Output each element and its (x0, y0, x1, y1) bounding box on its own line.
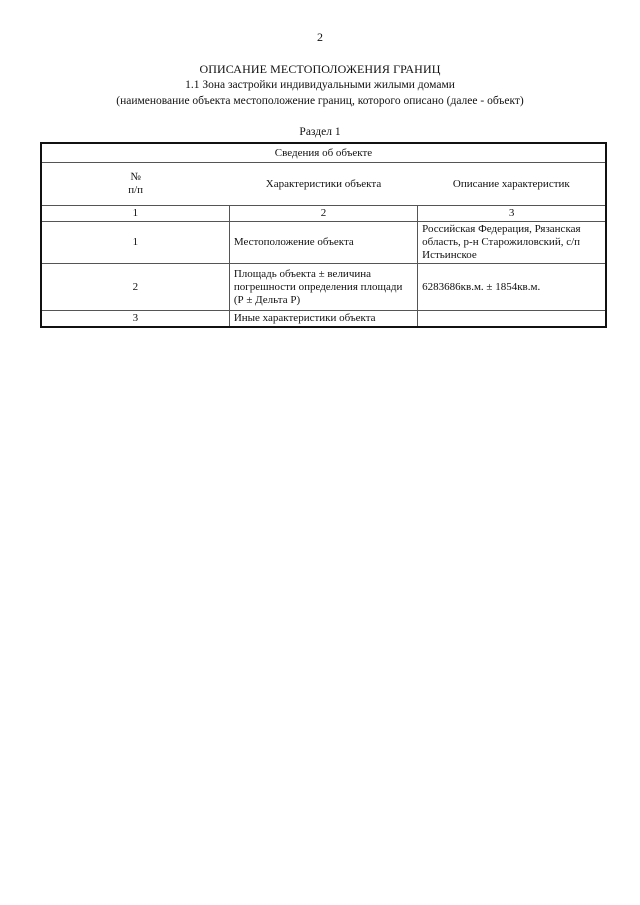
row-num: 3 (41, 311, 229, 328)
table-caption-row (41, 143, 606, 163)
document-caption: (наименование объекта местоположение границ, которого описано (далее - объект) (116, 95, 524, 107)
table-header-row (41, 163, 606, 206)
index-cell: 2 (229, 206, 417, 222)
row-characteristic: Иные характеристики объекта (229, 311, 417, 328)
document-subtitle: 1.1 Зона застройки индивидуальными жилыми домами (185, 79, 455, 91)
header-description: Описание характеристик (418, 163, 606, 206)
header-characteristics: Характеристики объекта (229, 163, 417, 206)
table-row (41, 264, 606, 311)
row-num: 2 (41, 264, 229, 311)
section-label: Раздел 1 (299, 126, 341, 138)
index-cell: 3 (418, 206, 606, 222)
page-number: 2 (317, 30, 323, 44)
table-row (41, 311, 606, 328)
row-characteristic: Площадь объекта ± величина погрешности определения площади (Р ± Дельта Р) (229, 264, 417, 311)
row-characteristic: Местоположение объекта (229, 222, 417, 264)
row-num: 1 (41, 222, 229, 264)
table-row (41, 222, 606, 264)
document-title: ОПИСАНИЕ МЕСТОПОЛОЖЕНИЯ ГРАНИЦ (199, 62, 441, 76)
table-caption: Сведения об объекте (41, 143, 606, 163)
table-index-row (41, 206, 606, 222)
header-num: № п/п (41, 163, 229, 206)
object-info-table (40, 142, 607, 328)
row-description (418, 311, 606, 328)
row-description: 6283686кв.м. ± 1854кв.м. (418, 264, 606, 311)
row-description: Российская Федерация, Рязанская область, р-н Старожиловский, с/п Истьинское (418, 222, 606, 264)
index-cell: 1 (41, 206, 229, 222)
